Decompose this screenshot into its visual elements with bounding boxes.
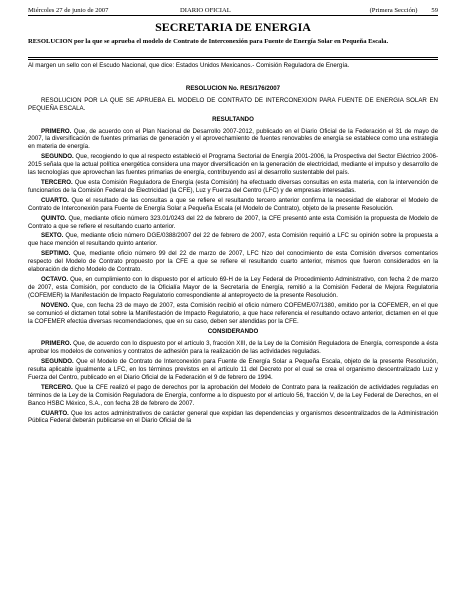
document-page	[28, 0, 438, 599]
resultando-paragraph-text: Que, con fecha 23 de mayo de 2007, esta Comisión recibió el oficio número COFEME/07/1380, emitido por la COFEMER, en el que se comunicó el dictamen total sobre la Manifestación de Impacto Regulatorio, a que hace referencia el resultando octavo anterior, dictamen en el que la COFEMER efectúa diversas recomendaciones, que en su caso, deben ser atendidas por la CFE.	[28, 301, 438, 325]
resultando-paragraph-lead: SEGUNDO.	[41, 153, 74, 161]
resultando-paragraph-lead: CUARTO.	[41, 196, 69, 204]
resolution-summary: RESOLUCION por la que se aprueba el modelo de Contrato de Interconexión para Fuente de Energía Solar en Pequeña Escala.	[28, 38, 389, 45]
resultando-paragraph-text: Que, mediante oficio número 323.01/0243 del 22 de febrero de 2007, la CFE presentó ante esta Comisión la propuesta de Modelo de Contrato a que se refiere el resultando cuarto anterior.	[28, 214, 438, 230]
considerando-paragraph	[28, 358, 438, 382]
considerando-list	[28, 340, 438, 425]
considerando-paragraph-lead: PRIMERO.	[41, 340, 72, 348]
resolution-number: RESOLUCION No. RES/176/2007	[185, 85, 281, 92]
resultando-paragraph-lead: NOVENO.	[41, 301, 70, 309]
resultando-paragraph-text: Que, mediante oficio número 99 del 22 de marzo de 2007, LFC hizo del conocimiento de esta Comisión diversos comentarios respecto del Modelo de Contrato propuesto por la CFE a que se refiere el resultando cuarto anterior, mismos que fueron considerados en la elaboración de dicho Modelo de Contrato.	[28, 250, 438, 274]
considerando-paragraph-text: Que, de acuerdo con lo dispuesto por el artículo 3, fracción XIII, de la Ley de la Comisión Reguladora de Energía, corresponde a ésta aprobar los modelos de convenios y contratos de adhesión para la realización de las actividades reguladas.	[28, 340, 438, 356]
resultando-paragraph-lead: PRIMERO.	[41, 127, 72, 135]
header-page-number: 59	[431, 7, 438, 14]
divider-bottom	[28, 59, 438, 60]
considerando-paragraph	[28, 384, 438, 408]
divider-top	[28, 57, 438, 58]
header-publication: DIARIO OFICIAL	[180, 7, 231, 14]
considerando-paragraph	[28, 340, 438, 356]
resultando-paragraph	[28, 197, 438, 213]
margin-note: Al margen un sello con el Escudo Nacional, que dice: Estados Unidos Mexicanos.- Comisión Reguladora de Energía.	[28, 62, 350, 69]
resultando-paragraph	[28, 215, 438, 231]
resultando-paragraph-lead: SEXTO.	[41, 232, 64, 240]
resultando-paragraph	[28, 153, 438, 177]
resultando-paragraph-text: Que, en cumplimiento con lo dispuesto por el artículo 69-H de la Ley Federal de Procedimiento Administrativo, con fecha 2 de marzo de 2007, esta Comisión, por conducto de la Oficialía Mayor de la Secretaría de Energía, remitió a la Comisión Federal de Mejora Regulatoria (COFEMER) la Manifestación de Impacto Regulatorio correspondiente al anteproyecto de la presente Resolución.	[28, 276, 438, 299]
resultando-paragraph-text: Que el resultado de las consultas a que se refiere el resultando tercero anterior confirma la necesidad de elaborar el Modelo de Contrato de Interconexión para Fuente de Energía Solar a Pequeña Escala (el Modelo de Contrato), objeto de la presente Resolución.	[28, 196, 438, 212]
resultando-list	[28, 128, 438, 326]
agency-title: SECRETARIA DE ENERGIA	[155, 20, 311, 34]
resultando-paragraph	[28, 276, 438, 300]
considerando-heading: CONSIDERANDO	[207, 328, 259, 336]
resultando-paragraph	[28, 302, 438, 326]
resultando-heading: RESULTANDO	[212, 115, 254, 123]
resultando-paragraph-text: Que, de acuerdo con el Plan Nacional de Desarrollo 2007-2012, publicado en el Diario Oficial de la Federación el 31 de mayo de 2007, la diversificación de fuentes primarias de generación y el aprovechamiento de fuentes renovables de energía se establece como una estrategia en materia de energía.	[28, 127, 438, 151]
considerando-paragraph-text: Que el Modelo de Contrato de Interconexión para Fuente de Energía Solar a Pequeña Escala, objeto de la presente Resolución, resulta aplicable igualmente a LFC, en los términos previstos en el artículo 11 del Decreto por el cual se crea el organismo descentralizado Luz y Fuerza del Centro, publicado en el Diario Oficial de la Federación el 9 de febrero de 1994.	[28, 358, 438, 381]
resultando-paragraph	[28, 250, 438, 274]
header-section-page	[370, 5, 438, 16]
considerando-paragraph-lead: CUARTO.	[41, 409, 69, 417]
document-body	[28, 85, 438, 427]
resultando-paragraph-lead: QUINTO.	[41, 214, 67, 222]
resultando-paragraph	[28, 232, 438, 248]
resultando-paragraph-lead: OCTAVO.	[41, 276, 69, 284]
resultando-paragraph	[28, 128, 438, 152]
page-header	[28, 5, 438, 16]
resultando-paragraph-text: Que, mediante oficio número DGE/0388/2007 del 22 de febrero de 2007, esta Comisión requirió a LFC su opinión sobre la propuesta a que hace mención el resultando quinto anterior.	[28, 232, 438, 248]
header-section: (Primera Sección)	[369, 7, 418, 14]
resultando-paragraph-text: Que esta Comisión Reguladora de Energía (esta Comisión) ha efectuado diversas consultas en esta materia, con la intervención de funcionarios de la Comisión Federal de Electricidad (la CFE), Luz y Fuerza del Centro (LFC) y de empresas interesadas.	[28, 178, 438, 194]
considerando-paragraph-lead: SEGUNDO.	[41, 358, 74, 366]
resultando-paragraph-text: Que, recogiendo lo que al respecto estableció el Programa Sectorial de Energía 2001-2006, la Prospectiva del Sector Eléctrico 2006-2015 señala que la actual política energética considera una mayor diversificación en la generación de electricidad, mediante el impulso y desarrollo de las tecnologías que aprovechan las fuentes primarias de energía, contribuyendo así al desarrollo sustentable del país.	[28, 153, 438, 176]
considerando-paragraph-text: Que la CFE realizó el pago de derechos por la aprobación del Modelo de Contrato para la realización de actividades reguladas en términos de la Ley de la Comisión Reguladora de Energía, conforme a lo dispuesto por el artículo 56, fracción V, de la Ley Federal de Derechos, en el Banco HSBC México, S.A., con fecha 28 de febrero de 2007.	[28, 383, 438, 407]
considerando-paragraph-text: Que los actos administrativos de carácter general que expidan las dependencias y organismos descentralizados de la Administración Pública Federal deberán publicarse en el Diario Oficial de la	[28, 409, 438, 425]
resultando-paragraph	[28, 179, 438, 195]
considerando-paragraph-lead: TERCERO.	[41, 383, 73, 391]
resultando-paragraph-lead: TERCERO.	[41, 178, 73, 186]
header-date: Miércoles 27 de junio de 2007	[28, 7, 109, 14]
considerando-paragraph	[28, 410, 438, 426]
resultando-paragraph-lead: SEPTIMO.	[41, 250, 71, 258]
resolution-intro: RESOLUCION POR LA QUE SE APRUEBA EL MODELO DE CONTRATO DE INTERCONEXION PARA FUENTE DE ENERGIA SOLAR EN PEQUEÑA ESCALA.	[28, 96, 438, 112]
